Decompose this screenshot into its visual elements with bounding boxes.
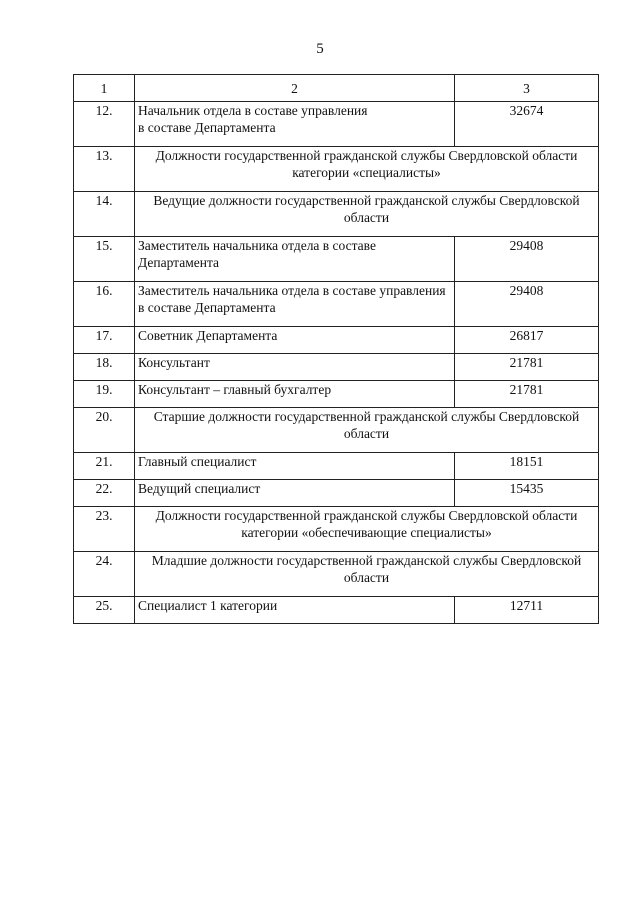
row-number: 20. (74, 408, 135, 453)
group-heading: Старшие должности государственной гражданской службы Свердловской области (135, 408, 599, 453)
header-cell-3: 3 (455, 75, 599, 102)
salary-value: 18151 (455, 453, 599, 480)
salary-value: 21781 (455, 354, 599, 381)
header-cell-2: 2 (135, 75, 455, 102)
row-number: 13. (74, 147, 135, 192)
table-row (74, 453, 599, 480)
group-heading: Ведущие должности государственной гражданской службы Свердловской области (135, 192, 599, 237)
salary-table (73, 74, 599, 624)
table-row-group (74, 192, 599, 237)
salary-value: 29408 (455, 237, 599, 282)
row-number: 23. (74, 507, 135, 552)
position-name: Специалист 1 категории (135, 597, 455, 624)
position-name: Консультант – главный бухгалтер (135, 381, 455, 408)
table-row-group (74, 147, 599, 192)
table-header-row (74, 75, 599, 102)
row-number: 19. (74, 381, 135, 408)
position-name: Ведущий специалист (135, 480, 455, 507)
table-row-group (74, 507, 599, 552)
position-name (135, 102, 455, 147)
header-cell-1: 1 (74, 75, 135, 102)
salary-value: 15435 (455, 480, 599, 507)
salary-value: 26817 (455, 327, 599, 354)
table-row-group (74, 408, 599, 453)
position-name-line-1: Начальник отдела в составе управления (138, 103, 368, 118)
row-number: 16. (74, 282, 135, 327)
row-number: 14. (74, 192, 135, 237)
table-row (74, 597, 599, 624)
group-heading: Младшие должности государственной гражданской службы Свердловской области (135, 552, 599, 597)
row-number: 24. (74, 552, 135, 597)
table-row (74, 480, 599, 507)
position-name-line-2: в составе Департамента (138, 120, 276, 135)
row-number: 18. (74, 354, 135, 381)
group-heading: Должности государственной гражданской службы Свердловской области категории «специалисты» (135, 147, 599, 192)
position-name: Заместитель начальника отдела в составе Департамента (135, 237, 455, 282)
row-number: 21. (74, 453, 135, 480)
page-number: 5 (316, 41, 324, 57)
position-name: Советник Департамента (135, 327, 455, 354)
row-number: 17. (74, 327, 135, 354)
row-number: 25. (74, 597, 135, 624)
table-row (74, 381, 599, 408)
salary-value: 29408 (455, 282, 599, 327)
position-name: Главный специалист (135, 453, 455, 480)
table-row (74, 102, 599, 147)
table-row (74, 327, 599, 354)
table-row (74, 282, 599, 327)
position-name: Заместитель начальника отдела в составе управления в составе Департамента (135, 282, 455, 327)
row-number: 22. (74, 480, 135, 507)
position-name: Консультант (135, 354, 455, 381)
table-row (74, 354, 599, 381)
row-number: 12. (74, 102, 135, 147)
table-row-group (74, 552, 599, 597)
table-row (74, 237, 599, 282)
salary-value: 32674 (455, 102, 599, 147)
salary-value: 21781 (455, 381, 599, 408)
salary-value: 12711 (455, 597, 599, 624)
group-heading: Должности государственной гражданской службы Свердловской области категории «обеспечивающие специалисты» (135, 507, 599, 552)
row-number: 15. (74, 237, 135, 282)
